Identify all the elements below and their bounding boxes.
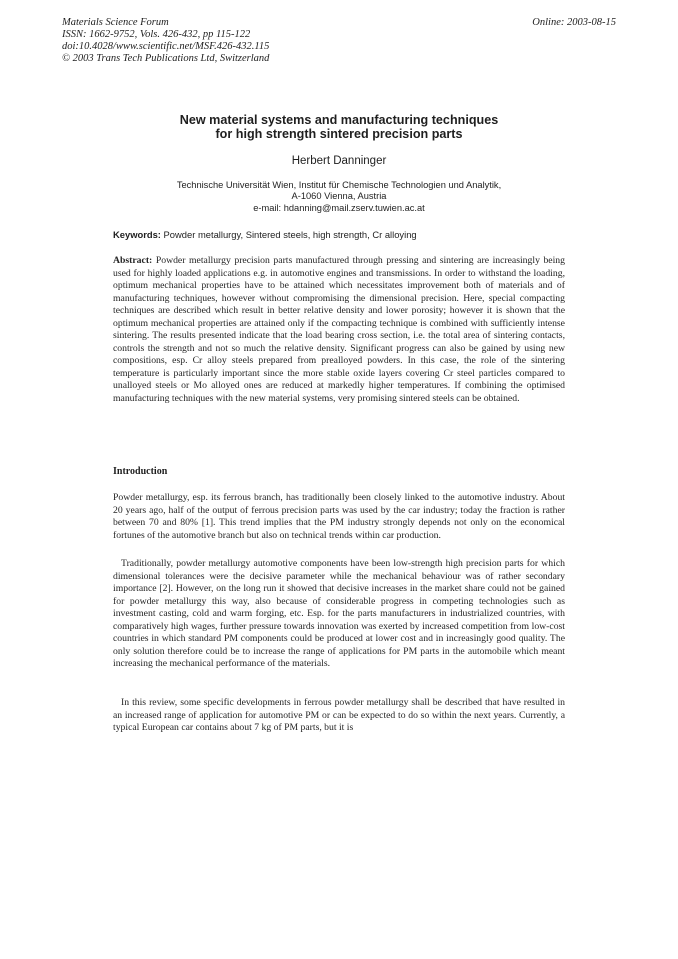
keywords-label: Keywords: [113,229,161,240]
online-date: Online: 2003-08-15 [532,17,616,28]
journal-header [62,17,402,65]
keywords [113,229,565,240]
intro-paragraph-1: Powder metallurgy, esp. its ferrous branch, has traditionally been closely linked to the automotive industry. About 20 years ago, half of the output of ferrous precision parts was used by the car industry; today the fraction is rather between 70 and 80% [1]. This trend implies that the PM industry strongly depends not only on the economical fortunes of the automotive branch but also on technical trends within car production. [113,492,565,541]
journal-issn: ISSN: 1662-9752, Vols. 426-432, pp 115-122 [62,29,251,40]
intro-paragraph-3: In this review, some specific developments in ferrous powder metallurgy shall be described that have resulted in an increased range of application for automotive PM or can be expected to do so within the next years. Currently, a typical European car contains about 7 kg of PM parts, but it is [113,697,565,733]
author-email: e-mail: hdanning@mail.zserv.tuwien.ac.at [253,202,425,213]
paper-title [110,113,568,141]
journal-doi: doi:10.4028/www.scientific.net/MSF.426-432.115 [62,41,270,52]
keywords-text: Powder metallurgy, Sintered steels, high strength, Cr alloying [163,229,417,240]
journal-copyright: © 2003 Trans Tech Publications Ltd, Switzerland [62,53,270,64]
intro-paragraph-2: Traditionally, powder metallurgy automotive components have been low-strength high precision parts for which dimensional tolerances were the decisive parameter while the mechanical behaviour was of rather secondary importance [2]. However, on the long run it showed that decisive increases in the market share could not be gained for powder metallurgy this way, also because of considerable progress in competing technologies such as investment casting, cold and warm forging, etc. Esp. for the parts manufacturers in industrialized countries, with comparatively high wages, further pressure towards innovation was exerted by increased competition from low-cost countries in which standard PM components could be produced at lower cost and in increasingly good quality. The only solution therefore could be to increase the range of applications for PM parts in the automobile which meant increasing the mechanical performance of the materials. [113,558,565,669]
title-line-1: New material systems and manufacturing techniques [179,113,499,127]
introduction-heading: Introduction [113,466,168,477]
affiliation-address: A-1060 Vienna, Austria [291,191,387,202]
title-line-2: for high strength sintered precision parts [215,127,463,141]
journal-name: Materials Science Forum [62,17,169,28]
abstract [113,255,565,405]
abstract-text: Powder metallurgy precision parts manufactured through pressing and sintering are increasingly being used for highly loaded applications e.g. in automotive engines and transmissions. In order to withstand the loading, optimum mechanical properties have to be attained which necessitates improvement both of materials and of manufacturing techniques, however without compromising the dimensional precision. Here, special compacting techniques are described which result in better relative density and lower porosity; however it is shown that the optimum mechanical properties are attained only if the compacting technique is combined with sufficiently intense sintering. The results presented indicate that the load bearing cross section, i.e. the total area of sintering contacts, controls the strength and not so much the relative density. Significant progress can also be gained by using new compositions, esp. Cr alloy steels prepared from prealloyed powders. In this case, the role of the sintering temperature is particularly important since the more stable oxide layers covering Cr steel particles compared to unalloyed steels or Mo alloyed ones are reduced at markedly higher temperatures. If combining the optimised manufacturing techniques with the new material systems, very promising sintered steels can be obtained. [113,255,565,404]
affiliation [110,180,568,214]
affiliation-institute: Technische Universität Wien, Institut für Chemische Technologien und Analytik, [176,180,502,190]
author-name: Herbert Danninger [291,155,387,167]
abstract-label: Abstract: [113,255,153,266]
